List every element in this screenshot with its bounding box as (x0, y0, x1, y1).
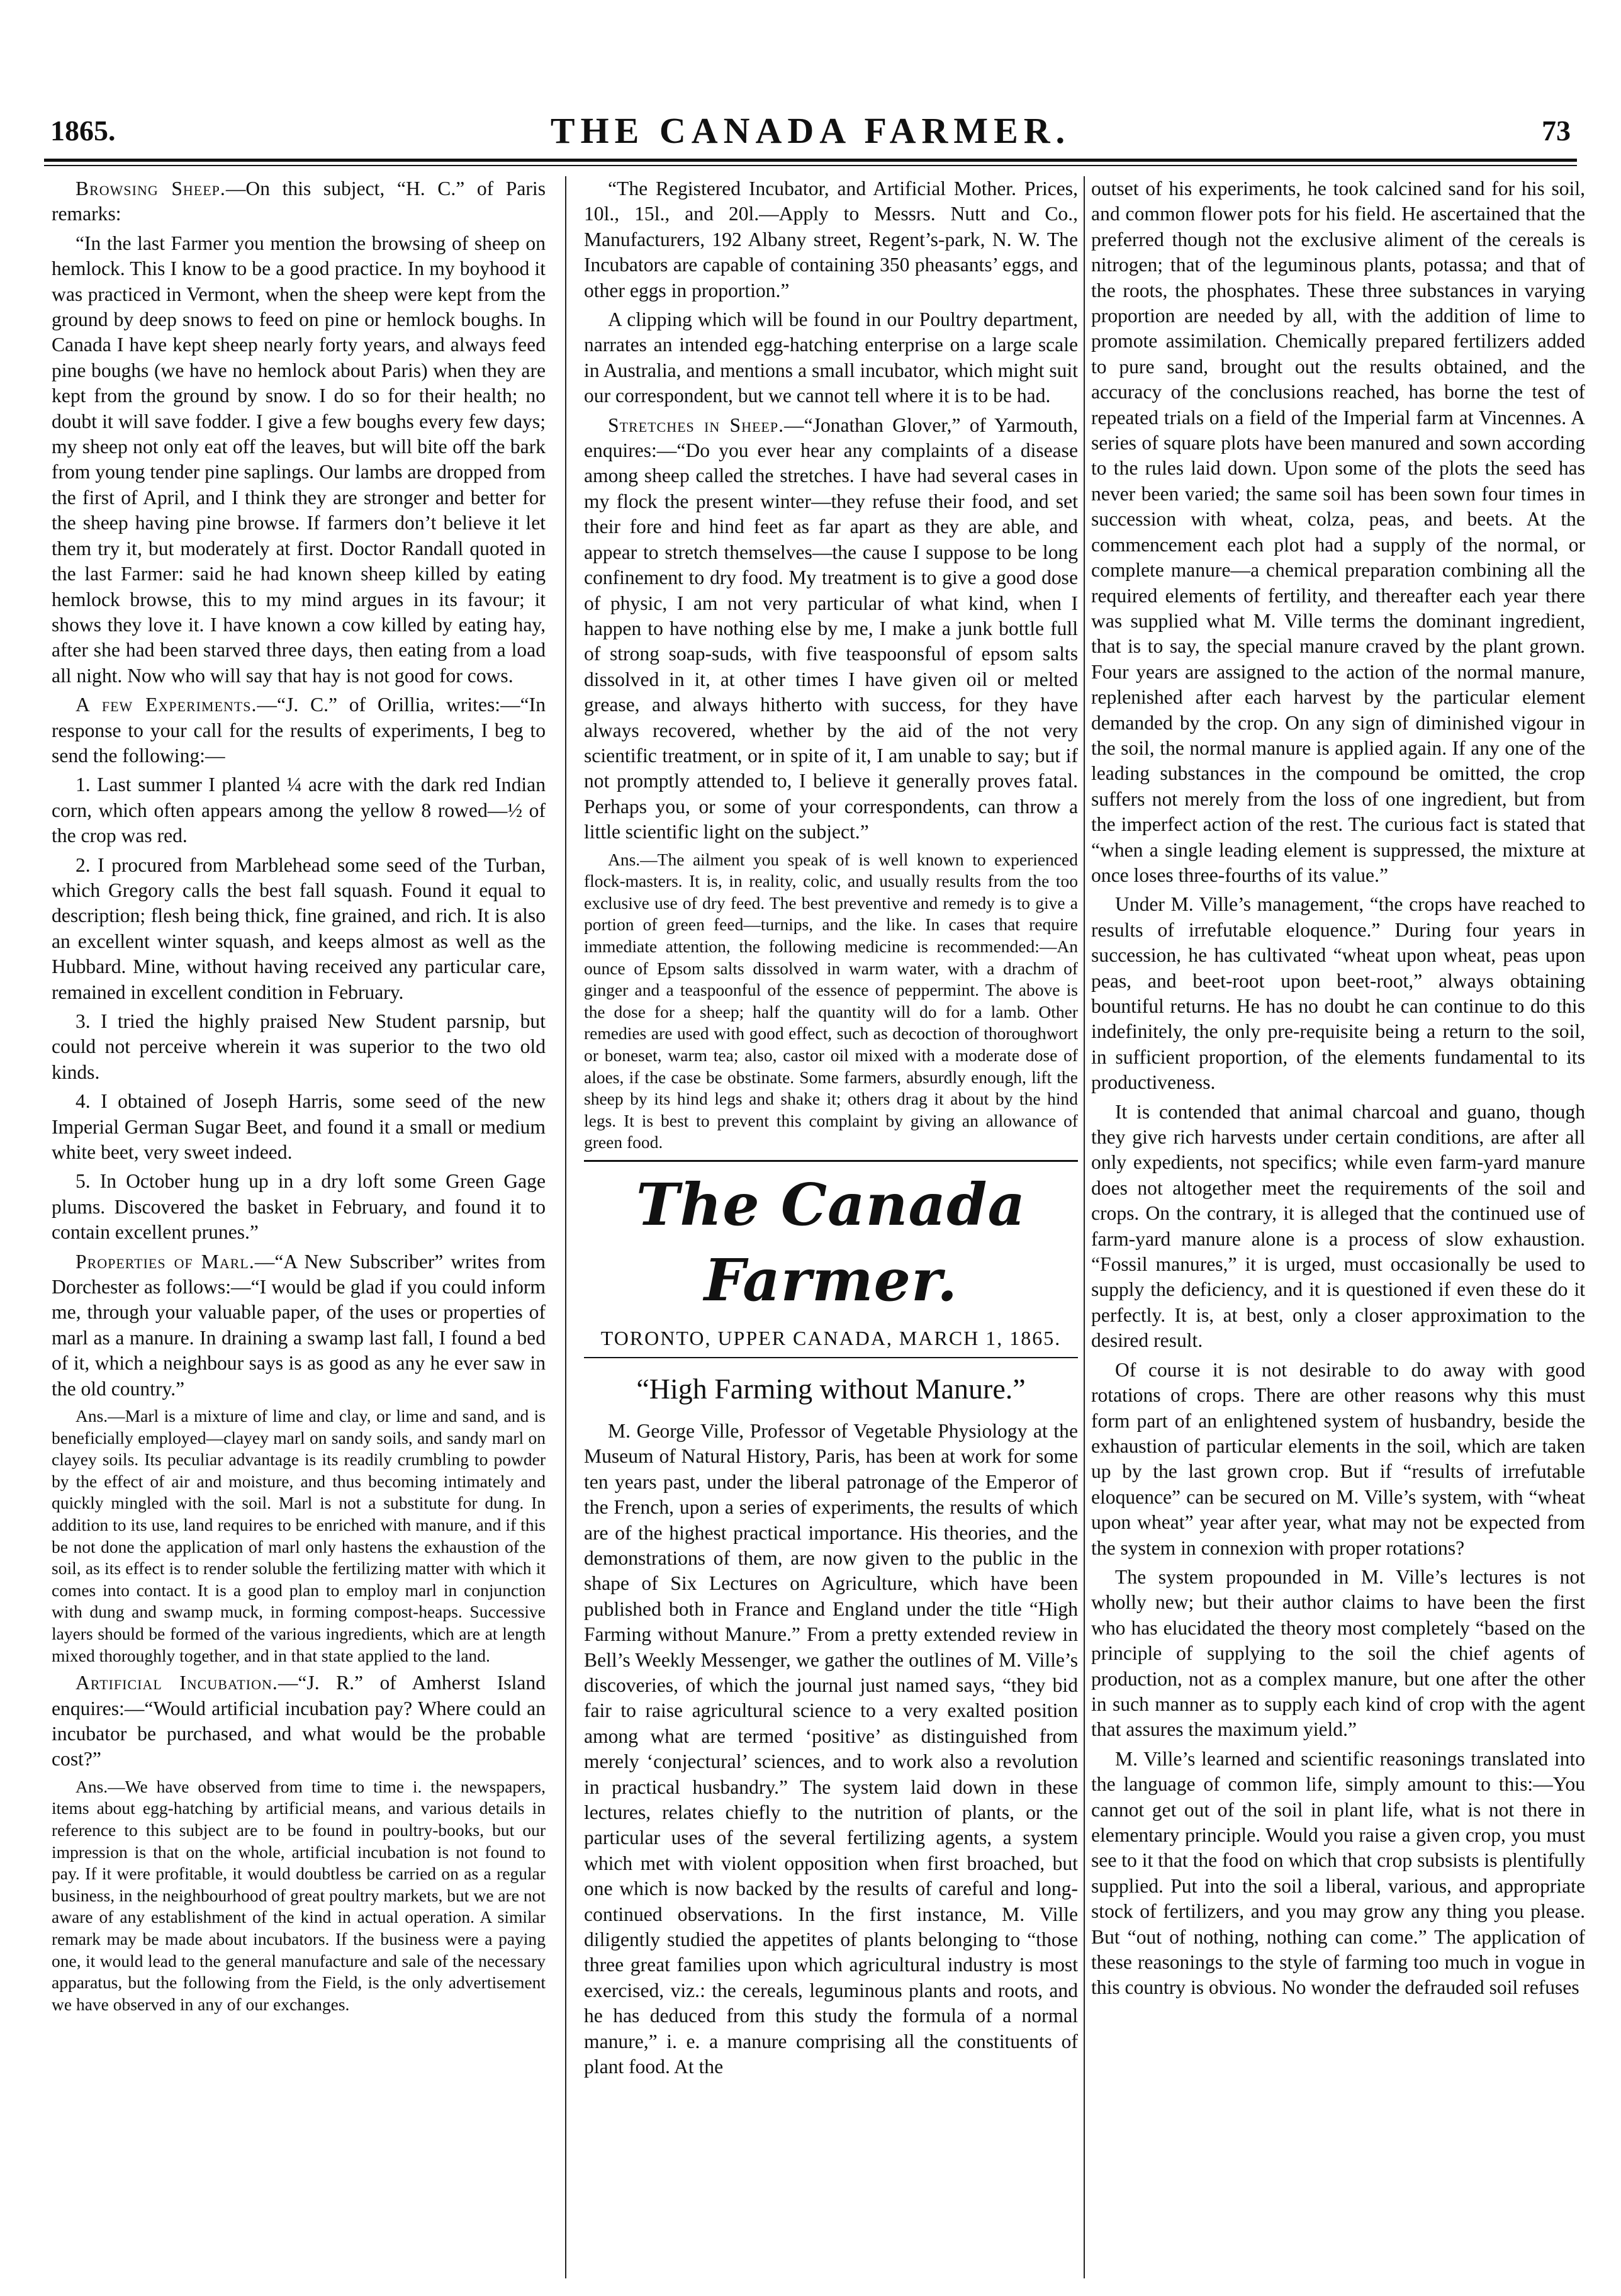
clipping-note: A clipping which will be found in our Poultry department, narrates an intended egg-hatching enterprise on a large scale in Australia, and mentions a small incubator, which might suit our correspondent, but we cannot tell where it is to be had. (584, 308, 1078, 407)
experiment-item: 4. I obtained of Joseph Harris, some seed of the new Imperial German Sugar Beet, and found it a small or medium white beet, very sweet indeed. (52, 1090, 546, 1164)
experiment-item: 1. Last summer I planted ¼ acre with the dark red Indian corn, which often appears among the yellow 8 rowed—½ of the crop was red. (52, 774, 546, 847)
header-rule-thick (44, 159, 1577, 162)
editorial-rule-top (584, 1160, 1078, 1162)
header-rule-thin (44, 165, 1577, 166)
incubator-advert-quote: “The Registered Incubator, and Artificial Mother. Prices, 10l., 15l., and 20l.—Apply to Messrs. Nutt and Co., Manufacturers, 192 Albany street, Regent’s-park, N. W. The Incubators are capable of containing 350 pheasants’ eggs, and other eggs in proportion.” (584, 177, 1078, 301)
article-paragraph: Of course it is not desirable to do away with good rotations of crops. There are other reasons why this must form part of an enlightened system of husbandry, beside the exhaustion of particular elements in the soil, which are taken up by the last grown crop. But if “results of irrefutable eloquence” can be secured on M. Ville’s system, with “wheat upon wheat” year after year, what may not be expected from the system in connexion with proper rotations? (1091, 1358, 1585, 1559)
header-title: THE CANADA FARMER. (550, 110, 1071, 151)
experiment-item: 3. I tried the highly praised New Student parsnip, but could not perceive wherein it was superior to the two old kinds. (52, 1010, 546, 1083)
article-title: “High Farming without Manure.” (636, 1372, 1026, 1405)
column-1 (52, 176, 546, 2278)
browsing-sheep-letter: “In the last Farmer you mention the browsing of sheep on hemlock. This I know to be a good practice. In my boyhood it was practiced in Vermont, when the sheep were kept from the ground by deep snows to feed on pine or hemlock boughs. In Canada I have kept sheep nearly forty years, and always feed pine boughs (we have no hemlock about Paris) when they are kept from the ground by snow. I do so for their health; no doubt it will save fodder. I give a few boughs every few days; my sheep not only eat off the leaves, but will bite off the bark from young tender pine saplings. Our lambs are dropped from the first of April, and I think they are stronger and better for the sheep having pine browse. If farmers don’t believe it let them try it, but moderately at first. Doctor Randall quoted in the last Farmer: said he had known sheep killed by eating hemlock browse, this to my mind argues in its favour; it shows they love it. I have known a cow killed by eating hay, after she had been starved three days, then eating from a load all night. Now who will say that hay is not good for cows. (52, 232, 546, 687)
article-paragraph: It is contended that animal charcoal and guano, though they give rich harvests under certain conditions, are after all only expedients, not specifics; while even farm-yard manure does not altogether meet the requirements of the soil and crops. On the contrary, it is alleged that the continued use of farm-yard manure alone is a process of slow exhaustion. “Fossil manures,” it is urged, must occasionally be used to supply the deficiency, and it is questioned if even these do it perfectly. It is, at best, only a closer approximation to the desired result. (1091, 1100, 1585, 1352)
marl-heading: Properties of Marl. (76, 1250, 255, 1273)
article-paragraph: M. Ville’s learned and scientific reasonings translated into the language of common life, simply amount to this:—You cannot get out of the soil in plant life, what is not there in elementary principle. Would you raise a given crop, you must see to it that the food on which that crop subsists is plentifully supplied. Put into the soil a liberal, various, and appropriate stock of fertilizers, and you may grow any thing you please. But “out of nothing, nothing can come.” The application of these reasonings to the style of farming too much in vogue in this country is obvious. No wonder the defrauded soil refuses (1091, 1747, 1585, 1999)
header-year: 1865. (50, 115, 116, 147)
experiment-item: 2. I procured from Marblehead some seed of the Turban, which Gregory calls the best fall squash. Found it equal to description; flesh being thick, fine grained, and rich. It is also an excellent winter squash, and keeps almost as well as the Hubbard. Mine, without having received any particular care, remained in excellent condition in February. (52, 853, 546, 1003)
column-3 (1091, 176, 1585, 2278)
experiments-intro: A few Experiments.—“J. C.” of Orillia, writes:—“In response to your call for the results of experiments, I beg to send the following:— (52, 694, 546, 767)
column-divider-2 (1084, 176, 1085, 2278)
stretches-heading: Stretches in Sheep. (608, 414, 784, 436)
incubation-answer: Ans.—We have observed from time to time i. the newspapers, items about egg-hatching by artificial means, and various details in reference to this subject are to be found in poultry-books, but our impression is that on the whole, artificial incubation is not found to pay. If it were profitable, it would doubtless be carried on as a regular business, in the neighbourhood of great poultry markets, but we are not aware of any establishment of the kind in actual operation. A similar remark may be made about incubators. If the business were a paying one, it would lead to the general manufacture and sale of the necessary apparatus, but the following from the Field, is the only advertisement we have observed in any of our exchanges. (52, 1776, 546, 2014)
article-paragraph: outset of his experiments, he took calcined sand for his soil, and common flower pots for his field. He ascertained that the preferred though not the exclusive aliment of the cereals is nitrogen; that of the leguminous plants, potassa; and that of the roots, the phosphates. These three substances in varying proportion are needed by all, with the addition of lime to promote assimilation. Chemically prepared fertilizers added to pure sand, brought out the results obtained, and the accuracy of the conclusions reached, has borne the test of repeated trials on a field of the Imperial farm at Vincennes. A series of square plots have been manured and sown according to the rules laid down. Upon some of the plots the seed has never been varied; the same soil has been sown four times in succession with wheat, colza, peas, and beets. At the commencement each plot had a supply of the normal, or complete manure—a chemical preparation combining all the required elements of fertility, and thereafter each year there was supplied what M. Ville terms the dominant ingredient, that is to say, the special manure craved by the plant grown. Four years are assigned to the action of the normal manure, replenished after each harvest by the particular element demanded by the crop. On any sign of diminished vigour in the soil, the normal manure is applied again. If any one of the leading substances in the compound be omitted, the crop suffers not merely from the loss of one ingredient, but from the imperfect action of the rest. The curious fact is stated that “when a single leading element is suppressed, the mixture at once loses three-fourths of its value.” (1091, 177, 1585, 886)
stretches-answer: Ans.—The ailment you speak of is well known to experienced flock-masters. It is, in reality, colic, and usually results from the too exclusive use of dry feed. The best preventive and remedy is to give a portion of green feed—turnips, and the like. In cases that require immediate attention, the following medicine is recommended:—An ounce of Epsom salts dissolved in warm water, with a drachm of ginger and a teaspoonful of the essence of peppermint. The above is the dose for a sheep; half the quantity will do for a lamb. Other remedies are used with good effect, such as decoction of thoroughwort or boneset, warm tea; also, castor oil mixed with a moderate dose of aloes, if the case be obstinate. Some farmers, absurdly enough, lift the sheep by its hind legs and shake it; others drag it about by the hind legs. It is best to prevent this complaint by giving an allowance of green food. (584, 849, 1078, 1152)
page-header (44, 108, 1577, 154)
marl-query: Properties of Marl.—“A New Subscriber” writes from Dorchester as follows:—“I would be glad if you could inform me, through your valuable paper, of the uses or properties of marl as a manure. In draining a swamp last fall, I found a bed of it, which a neighbour says is as good as any he ever saw in the old country.” (52, 1250, 546, 1400)
stretches-query: Stretches in Sheep.—“Jonathan Glover,” of Yarmouth, enquires:—“Do you ever hear any complaints of a disease among sheep called the stretches. I have had several cases in my flock the present winter—they refuse their food, and set their fore and hind feet as far apart as they are able, and appear to stretch themselves—the cause I suppose to be long confinement to dry food. My treatment is to give a good dose of physic, I am not very particular of what kind, when I happen to have nothing else by me, I make a junk bottle full of strong soap-suds, with five teaspoonsful of epsom salts dissolved in it, at other times I have given oil or melted grease, and always hitherto with success, for they have always recovered, whether by the aid of the not very scientific treatment, or in spite of it, I am unable to say; but if not promptly attended to, I believe it generally proves fatal. Perhaps you, or some of your correspondents, can throw a little scientific light on the subject.” (584, 414, 1078, 843)
experiments-heading: A few Experiments. (76, 694, 257, 716)
browsing-sheep-intro: Browsing Sheep.—On this subject, “H. C.” of Paris remarks: (52, 177, 546, 225)
editorial-rule-bottom (584, 1357, 1078, 1358)
article-paragraph: The system propounded in M. Ville’s lectures is not wholly new; but their author claims to have been the first who has elucidated the theory most completely “based on the principle of supplying to the soil the chief agents of production, not as a complex manure, but one after the other in such manner as to supply each kind of crop with the agent that assures the maximum yield.” (1091, 1565, 1585, 1741)
header-page-number: 73 (1542, 115, 1571, 147)
column-2 (584, 176, 1078, 2278)
marl-answer: Ans.—Marl is a mixture of lime and clay, or lime and sand, and is beneficially employed—clayey marl on sandy soils, and sandy marl on clayey soils. Its peculiar advantage is its readily crumbling to powder by the effect of air and moisture, and thus becoming intimately and quickly mingled with the soil. Marl is not a substitute for dung. In addition to its use, land requires to be enriched with manure, and if this be not done the application of marl only hastens the exhaustion of the soil, as its effect is to render soluble the fertilizing matter with which it comes into contact. It is a good plan to employ marl in conjunction with dung and swamp muck, in forming compost-heaps. Successive layers should be formed of the various ingredients, which are at length mixed thoroughly together, and in that state applied to the land. (52, 1406, 546, 1665)
article-paragraph: M. George Ville, Professor of Vegetable Physiology at the Museum of Natural History, Paris, has been at work for some ten years past, under the liberal patronage of the Emperor of the French, upon a series of experiments, the results of which are of the highest practical importance. His theories, and the demonstrations of them, are now given to the public in the shape of Six Lectures on Agriculture, which have been published both in France and England under the title “High Farming without Manure.” From a pretty extended review in Bell’s Weekly Messenger, we gather the outlines of M. Ville’s discoveries, of which the journal just named says, “they bid fair to raise agricultural science to a very exalted position among what are termed ‘positive’ as distinguished from merely ‘conjectural’ sciences, and to work also a revolution in practical husbandry.” The system laid down in these lectures, relates chiefly to the nutrition of plants, or the particular uses of the several fertilizing agents, a system which met with violent opposition when first broached, but one which is now backed by the results of careful and long-continued observations. In the first instance, M. Ville diligently studied the appetites of plants belonging to “those three great families upon which agricultural industry is most exercised, viz.: the cereals, leguminous plants and roots, and he has deduced from this study the formula of a normal manure,” i. e. a manure comprising all the constituents of plant food. At the (584, 1419, 1078, 2078)
editorial-banner: The Canada Farmer. (636, 1170, 1026, 1314)
incubation-heading: Artificial Incubation. (76, 1672, 278, 1694)
browsing-sheep-heading: Browsing Sheep. (76, 177, 226, 200)
article-paragraph: Under M. Ville’s management, “the crops have reached to results of irrefutable eloquence.” During four years in succession, he has cultivated “wheat upon wheat, peas upon peas, and beet-root upon beet-root,” always obtaining bountiful returns. He has no doubt he can continue to do this indefinitely, the only pre-requisite being a return to the soil, in sufficient proportion, of the elements fundamental to its productiveness. (1091, 893, 1585, 1094)
incubation-query: Artificial Incubation.—“J. R.” of Amherst Island enquires:—“Would artificial incubation pay? Where could an incubator be purchased, and what would be the probable cost?” (52, 1672, 546, 1770)
editorial-dateline: TORONTO, UPPER CANADA, MARCH 1, 1865. (600, 1326, 1062, 1349)
column-divider-1 (565, 176, 566, 2278)
experiment-item: 5. In October hung up in a dry loft some Green Gage plums. Discovered the basket in February, and found it to contain excellent prunes.” (52, 1170, 546, 1244)
